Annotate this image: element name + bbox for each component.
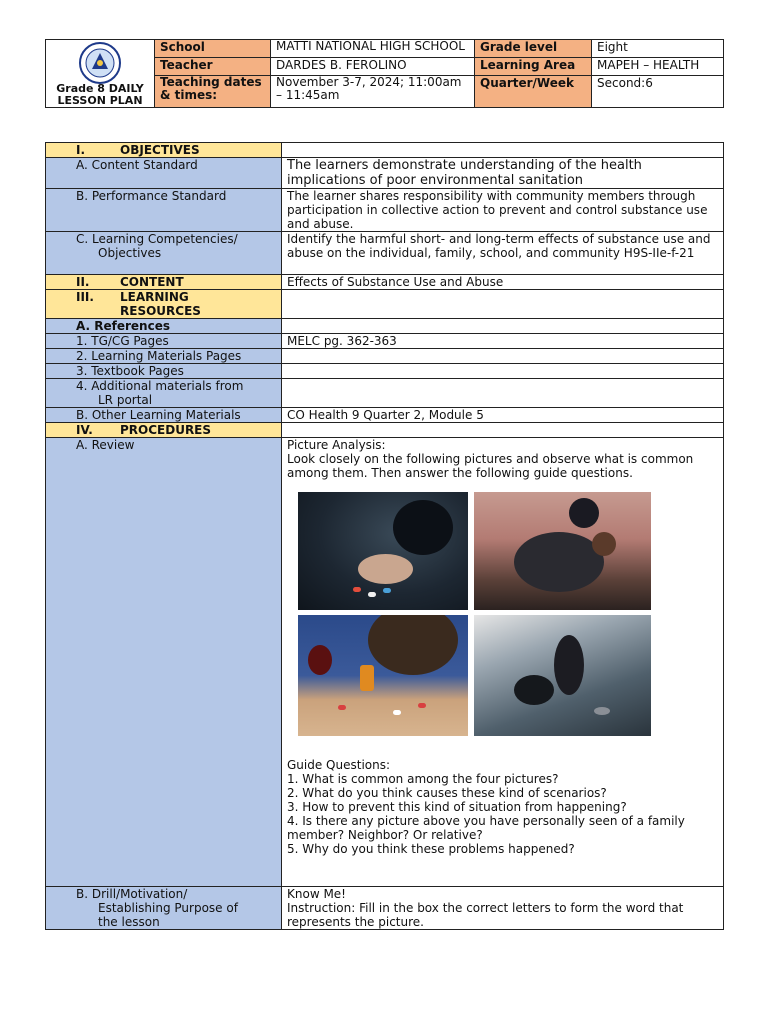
competencies-label: C. Learning Competencies/ Objectives — [46, 232, 282, 275]
content-standard-label: A. Content Standard — [46, 158, 282, 189]
drill-content — [282, 887, 724, 930]
other-materials-value: CO Health 9 Quarter 2, Module 5 — [282, 408, 724, 423]
review-content — [282, 438, 724, 887]
content-text: Effects of Substance Use and Abuse — [282, 275, 724, 290]
section-objectives-heading: I. OBJECTIVES — [46, 143, 282, 158]
review-instruction: Look closely on the following pictures and observe what is common among them. Then answer the following guide questions. — [287, 452, 694, 480]
guide-question-item: 3. How to prevent this kind of situation from happening? — [287, 800, 627, 814]
logo-cell — [46, 40, 155, 108]
picture-grid — [287, 492, 718, 744]
other-materials-label: B. Other Learning Materials — [46, 408, 282, 423]
empty-cell — [282, 319, 724, 334]
review-heading: Picture Analysis: — [287, 438, 386, 452]
deped-seal-icon — [77, 42, 123, 84]
empty-cell — [282, 290, 724, 319]
section-content-heading: II. CONTENT — [46, 275, 282, 290]
empty-cell — [282, 143, 724, 158]
empty-cell — [282, 349, 724, 364]
guide-questions — [287, 758, 718, 856]
performance-standard-label: B. Performance Standard — [46, 189, 282, 232]
lesson-plan-title: Grade 8 DAILY LESSON PLAN — [56, 82, 144, 107]
teacher-label: Teacher — [155, 57, 271, 75]
empty-cell — [282, 379, 724, 408]
teaching-dates-value: November 3-7, 2024; 11:00am – 11:45am — [271, 75, 475, 107]
drill-heading: Know Me! — [287, 887, 346, 901]
empty-cell — [282, 364, 724, 379]
guide-question-item: 2. What do you think causes these kind of scenarios? — [287, 786, 607, 800]
content-standard-text: The learners demonstrate understanding of the health implications of poor environmental sanitation — [282, 158, 724, 189]
empty-cell — [282, 423, 724, 438]
learning-area-label: Learning Area — [475, 57, 592, 75]
competencies-text: Identify the harmful short- and long-term effects of substance use and abuse on the individual, family, school, and community H9S-IIe-f-21 — [282, 232, 724, 275]
lesson-plan-table — [45, 142, 724, 930]
tg-cg-pages-value: MELC pg. 362-363 — [282, 334, 724, 349]
review-label: A. Review — [46, 438, 282, 887]
teacher-value: DARDES B. FEROLINO — [271, 57, 475, 75]
header-table — [45, 39, 724, 108]
photo-head-on-table-pills — [298, 615, 468, 736]
drill-motivation-label: B. Drill/Motivation/ Establishing Purpose of the lesson — [46, 887, 282, 930]
textbook-pages-label: 3. Textbook Pages — [46, 364, 282, 379]
teaching-dates-label: Teaching dates & times: — [155, 75, 271, 107]
tg-cg-pages-label: 1. TG/CG Pages — [46, 334, 282, 349]
learning-materials-label: 2. Learning Materials Pages — [46, 349, 282, 364]
photo-pills-in-hand — [298, 492, 468, 610]
additional-materials-label: 4. Additional materials from LR portal — [46, 379, 282, 408]
references-label: A. References — [46, 319, 282, 334]
photo-domestic-violence — [474, 615, 651, 736]
drill-instruction: Instruction: Fill in the box the correct letters to form the word that represents the picture. — [287, 901, 684, 929]
section-resources-heading: III. LEARNING RESOURCES — [46, 290, 282, 319]
school-value: MATTI NATIONAL HIGH SCHOOL — [271, 40, 475, 58]
section-procedures-heading: IV. PROCEDURES — [46, 423, 282, 438]
quarter-week-value: Second:6 — [592, 75, 724, 107]
guide-question-item: 4. Is there any picture above you have personally seen of a family member? Neighbor? Or relative? — [287, 814, 685, 842]
guide-question-item: 1. What is common among the four pictures? — [287, 772, 559, 786]
photo-people-struggling — [474, 492, 651, 610]
school-label: School — [155, 40, 271, 58]
quarter-week-label: Quarter/Week — [475, 75, 592, 107]
guide-questions-heading: Guide Questions: — [287, 758, 391, 772]
performance-standard-text: The learner shares responsibility with community members through participation in collective action to prevent and control substance use and abuse. — [282, 189, 724, 232]
grade-level-value: Eight — [592, 40, 724, 58]
guide-question-item: 5. Why do you think these problems happened? — [287, 842, 575, 856]
learning-area-value: MAPEH – HEALTH — [592, 57, 724, 75]
grade-level-label: Grade level — [475, 40, 592, 58]
